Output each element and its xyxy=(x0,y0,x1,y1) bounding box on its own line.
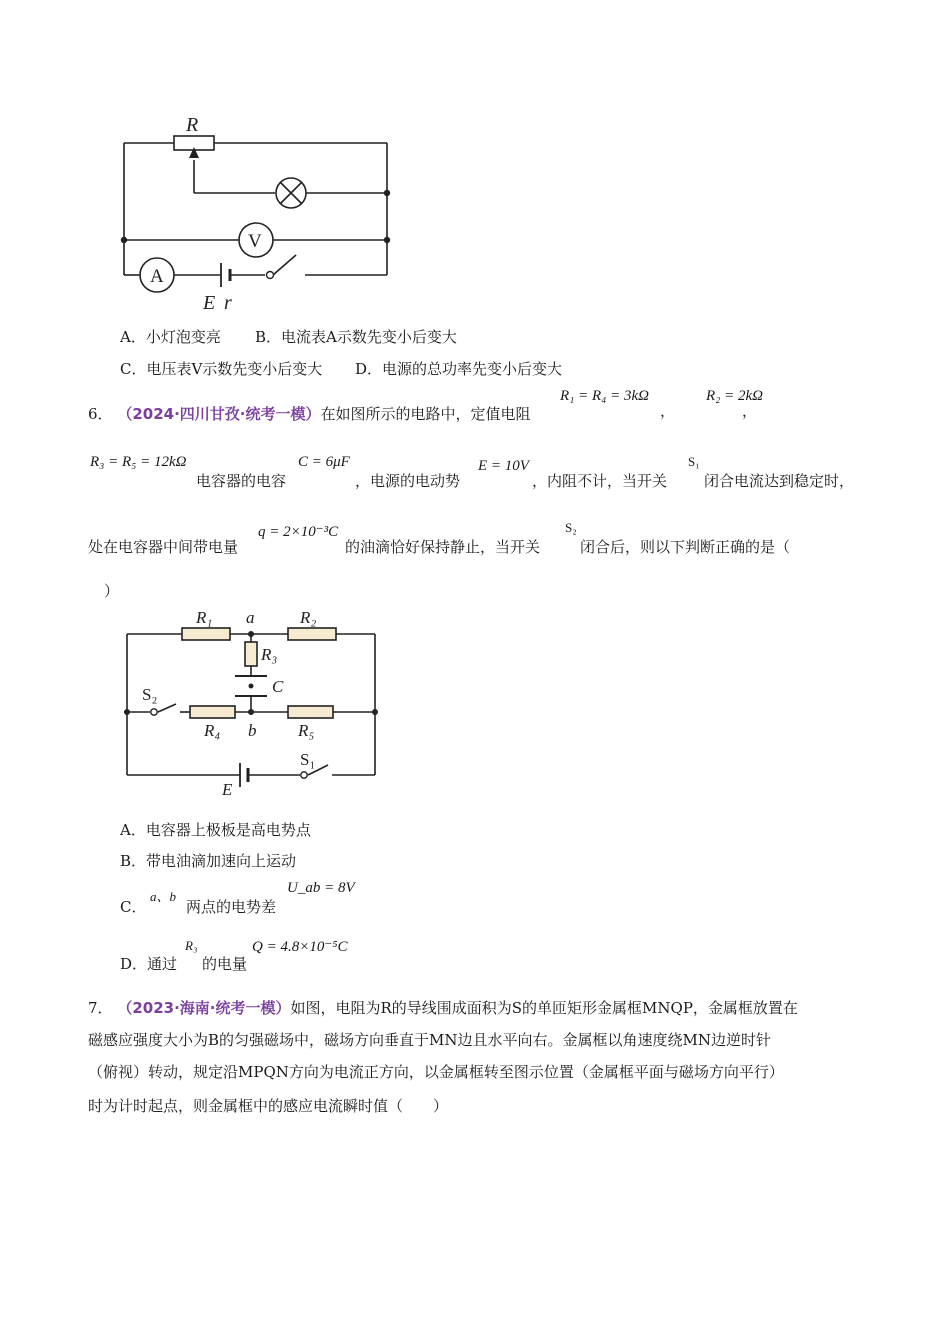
q6-label-r3: R₃ xyxy=(261,645,278,664)
q6-comma-1: ， xyxy=(660,402,676,420)
q6-text-5: 闭合电流达到稳定时， xyxy=(704,472,855,490)
q6-eq-c: C = 6μF xyxy=(298,454,350,470)
q6-label-r1: R₁ xyxy=(196,608,213,627)
q6-text-3: ，电源的电动势 xyxy=(355,472,461,490)
q5-option-d[interactable]: D．电源的总功率先变小后变大 xyxy=(355,360,563,378)
q6-number: 6． xyxy=(88,405,113,423)
q6-label-c: C xyxy=(272,677,284,696)
q6-comma-2: ， xyxy=(742,402,758,420)
q6-label-a: a xyxy=(246,608,255,627)
q7-text-1: 如图，电阻为R的导线围成面积为S的单匝矩形金属框MNQP，金属框放置在 xyxy=(290,999,798,1017)
q6-option-c[interactable] xyxy=(120,896,146,917)
q6-text-2: 电容器的电容 xyxy=(196,472,287,490)
q5-label-V: V xyxy=(248,231,262,252)
q6-label-s1: S₁ xyxy=(300,750,316,769)
q5-label-E: E xyxy=(203,292,216,314)
q6-text-8: 闭合后，则以下判断正确的是（ xyxy=(580,538,791,556)
q6-option-d[interactable] xyxy=(120,953,177,974)
q6-option-b[interactable]: B．带电油滴加速向上运动 xyxy=(120,852,297,870)
q5-option-b[interactable]: B．电流表A示数先变小后变大 xyxy=(255,328,457,346)
q7-number: 7． xyxy=(88,999,113,1017)
q6-circuit-diagram xyxy=(110,600,400,800)
q6-text-6: 处在电容器中间带电量 xyxy=(88,538,239,556)
q6-text-7: 的油滴恰好保持静止，当开关 xyxy=(345,538,541,556)
q6-eq-r3r5: R₃ = R₅ = 12kΩ xyxy=(90,454,187,470)
q5-option-c[interactable]: C．电压表V示数先变小后变大 xyxy=(120,360,323,378)
q6-eq-e: E = 10V xyxy=(478,458,529,474)
q6-option-d-r3: R₃ xyxy=(185,938,198,953)
q7-line-4: 时为计时起点，则金属框中的感应电流瞬时值（ ） xyxy=(88,1097,449,1115)
q6-option-c-ab: a、b xyxy=(150,889,177,904)
q6-option-d-eq: Q = 4.8×10⁻⁵C xyxy=(252,939,348,955)
q5-circuit-diagram xyxy=(100,105,410,315)
q6-text-1: 在如图所示的电路中，定值电阻 xyxy=(320,405,531,423)
q5-label-r: r xyxy=(224,292,232,314)
q5-label-A: A xyxy=(150,266,164,287)
q6-option-a[interactable]: A．电容器上极板是高电势点 xyxy=(120,821,311,839)
q6-line-1 xyxy=(88,403,531,424)
q6-text-9: ） xyxy=(104,582,120,600)
q6-label-r5: R₅ xyxy=(298,721,315,740)
q6-eq-r2: R₂ = 2kΩ xyxy=(706,388,764,404)
q6-eq-r1r4: R₁ = R₄ = 3kΩ xyxy=(560,388,650,404)
q5-option-a[interactable]: A．小灯泡变亮 xyxy=(120,328,221,346)
q6-option-d-prefix: D．通过 xyxy=(120,955,178,973)
q5-label-R: R xyxy=(186,114,199,136)
q6-label-s2: S₂ xyxy=(142,685,158,704)
q7-line-3: （俯视）转动，规定沿MPQN方向为电流正方向，以金属框转至图示位置（金属框平面与磁场方向平行） xyxy=(88,1063,784,1081)
q6-eq-q: q = 2×10⁻³C xyxy=(258,524,339,540)
q6-option-c-prefix: C． xyxy=(120,898,147,916)
q6-label-b: b xyxy=(248,721,257,740)
q6-label-r4: R₄ xyxy=(204,721,221,740)
q6-source: （2024·四川甘孜·统考一模） xyxy=(117,405,321,423)
q6-option-c-eq: U_ab = 8V xyxy=(287,880,355,896)
q6-option-d-text: 的电量 xyxy=(202,955,248,973)
q6-label-r2: R₂ xyxy=(300,608,317,627)
q6-s1-text: S₁ xyxy=(688,454,700,469)
q6-option-c-text: 两点的电势差 xyxy=(186,898,277,916)
q6-s2-text: S₂ xyxy=(565,520,577,535)
q7-line-1 xyxy=(88,997,798,1018)
q7-line-2: 磁感应强度大小为B的匀强磁场中，磁场方向垂直于MN边且水平向右。金属框以角速度绕MN边逆时针 xyxy=(88,1031,771,1049)
q6-text-4: ，内阻不计，当开关 xyxy=(532,472,668,490)
q6-label-e: E xyxy=(222,780,233,799)
q7-source: （2023·海南·统考一模） xyxy=(117,999,291,1017)
